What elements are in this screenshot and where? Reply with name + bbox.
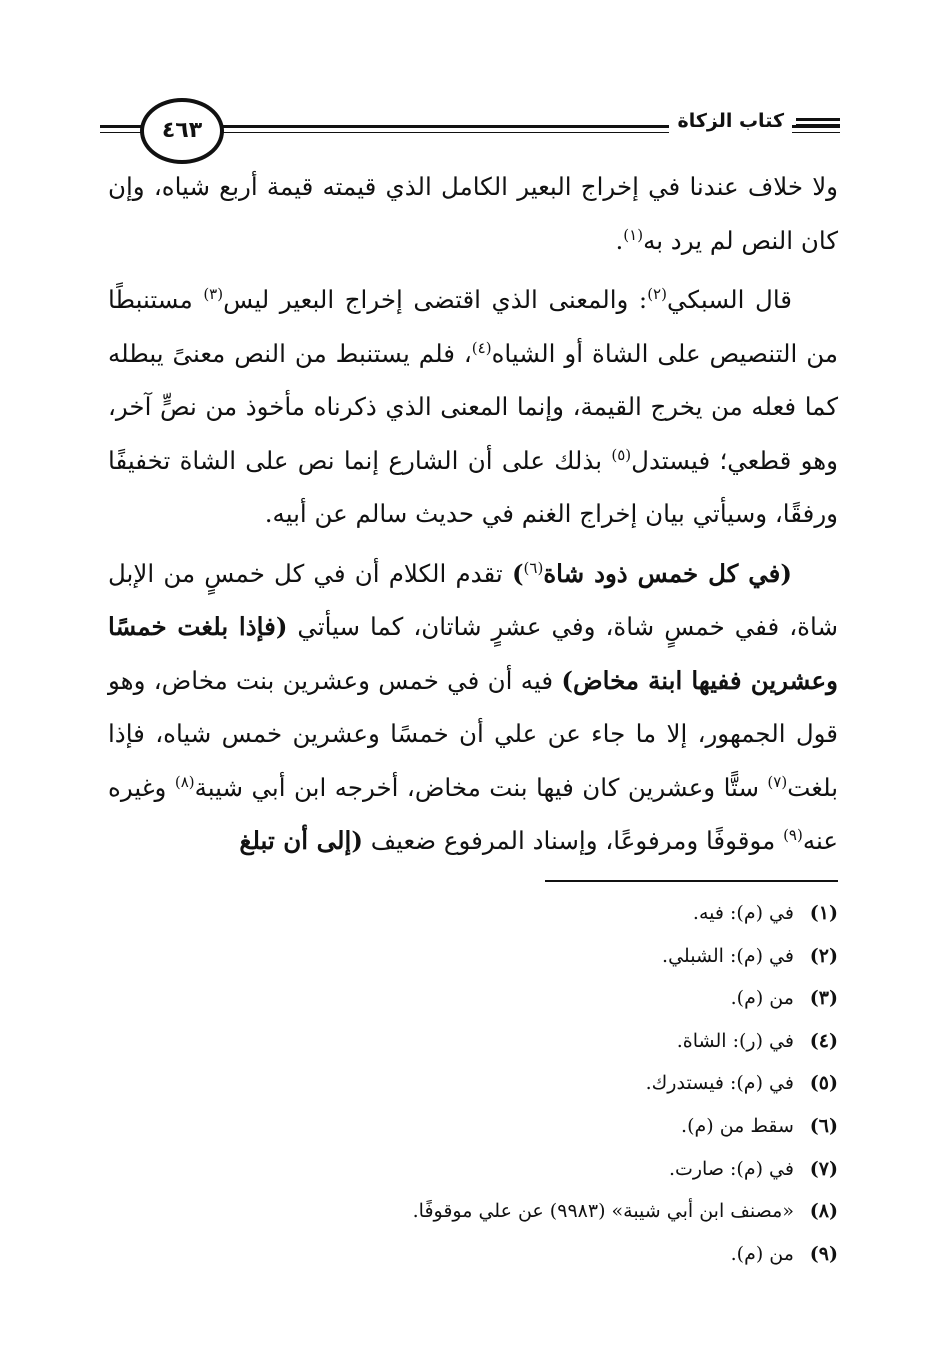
text-run: . <box>615 225 624 255</box>
footnote-text: في (ر): الشاة. <box>676 1029 794 1052</box>
footnote-ref: (٥) <box>611 445 632 464</box>
footnote-ref: (٢) <box>647 284 667 303</box>
footnote-ref: (١) <box>623 225 644 244</box>
footnote <box>118 892 838 935</box>
body-text <box>108 160 838 868</box>
footnote <box>118 1148 838 1191</box>
bold-text-run: (في كل خمس ذود شاة <box>543 558 792 588</box>
footnote <box>118 935 838 978</box>
footnote-number: (٣) <box>809 987 838 1010</box>
footnote-number: (٩) <box>809 1242 838 1265</box>
footnote-number: (٢) <box>809 944 838 967</box>
text-run: مستنبطًا من التنصيص على الشاة أو الشياه <box>108 285 839 368</box>
running-title: كتاب الزكاة <box>669 106 792 136</box>
footnotes-list <box>118 892 838 1275</box>
paragraph <box>108 547 838 868</box>
footnote-number: (٤) <box>809 1029 838 1052</box>
header-ornament <box>796 118 840 125</box>
footnote-text: في (م): فيه. <box>692 902 794 924</box>
footnote-text: في (م): صارت. <box>668 1157 794 1180</box>
paragraph <box>108 273 838 541</box>
page-number: ٤٦٣ <box>140 98 224 164</box>
text-run: موقوفًا ومرفوعًا، وإسناد المرفوع ضعيف <box>362 826 784 855</box>
footnote-text: في (م): فيستدرك. <box>645 1072 794 1095</box>
footnote-number: (١) <box>809 902 838 924</box>
footnote-text: من (م). <box>730 987 794 1010</box>
text-run: ، فلم يستنبط من النص معنىً يبطله كما فعله من يخرج القيمة، وإنما المعنى الذي ذكرناه مأخوذ من نصٍّ آخر، وهو قطعي؛ فيستدل <box>108 338 838 475</box>
footnote <box>118 1190 838 1233</box>
bold-text-run: (إلى أن تبلغ <box>239 826 363 855</box>
text-run: ستًّا وعشرين كان فيها بنت مخاض، أخرجه ابن أبي شيبة <box>194 772 768 802</box>
footnote <box>118 1233 838 1276</box>
text-run: : والمعنى الذي اقتضى إخراج البعير ليس <box>223 285 648 314</box>
footnote-text: «مصنف ابن أبي شيبة» (٩٩٨٣) عن علي موقوفًا. <box>412 1200 794 1223</box>
footnote-ref: (٦) <box>523 558 544 577</box>
text-run: فيه أن في خمس وعشرين بنت مخاض، وهو قول الجمهور، إلا ما جاء عن علي أن خمسًا وعشرين خمس شياه، فإذا بلغت <box>108 665 839 802</box>
footnote-number: (٦) <box>809 1114 838 1137</box>
bold-text-run: ) <box>511 558 524 588</box>
paragraph <box>108 160 838 267</box>
footnote-ref: (٨) <box>174 772 195 791</box>
footnote <box>118 977 838 1020</box>
bold-text-run: (فإذا بلغت خمسًا وعشرين ففيها ابنة مخاض) <box>108 612 838 695</box>
footnote-ref: (٧) <box>767 772 788 791</box>
footnote <box>118 1062 838 1105</box>
footnote-number: (٧) <box>809 1157 838 1180</box>
text-run: وغيره عنه <box>108 772 838 855</box>
footnote <box>118 1105 838 1148</box>
text-run: بذلك على أن الشارع إنما نص على الشاة تخفيفًا ورفقًا، وسيأتي بيان إخراج الغنم في حديث سالم عن أبيه. <box>108 445 838 528</box>
footnote-separator <box>545 880 838 882</box>
footnote-number: (٨) <box>809 1200 838 1223</box>
footnote-ref: (٩) <box>783 825 803 844</box>
footnote-number: (٥) <box>809 1072 838 1095</box>
footnote-ref: (٤) <box>471 338 492 357</box>
text-run: تقدم الكلام أن في كل خمسٍ من الإبل شاة، ففي خمسٍ شاة، وفي عشرٍ شاتان، كما سيأتي <box>108 558 838 641</box>
footnote-text: في (م): الشبلي. <box>662 944 794 967</box>
footnote-ref: (٣) <box>203 284 224 303</box>
page-header <box>100 96 840 166</box>
footnote-text: من (م). <box>730 1242 794 1265</box>
text-run: قال السبكي <box>666 285 792 314</box>
footnote-text: سقط من (م). <box>681 1114 794 1137</box>
text-run: ولا خلاف عندنا في إخراج البعير الكامل الذي قيمته قيمة أربع شياه، وإن كان النص لم يرد به <box>108 172 838 255</box>
footnote <box>118 1020 838 1063</box>
